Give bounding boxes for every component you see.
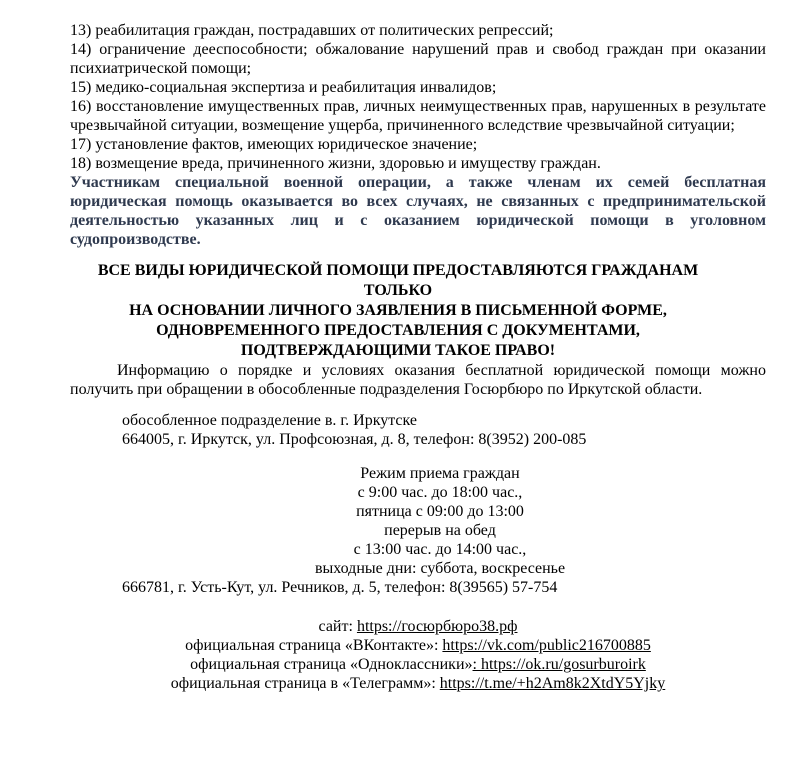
vk-link-row [70,636,766,655]
irkutsk-office-address-line: 664005, г. Иркутск, ул. Профсоюзная, д. 8, телефон: 8(3952) 200-085 [122,431,587,448]
irkutsk-office-address [70,411,766,449]
ustkut-office-address: 666781, г. Усть-Кут, ул. Речников, д. 5, телефон: 8(39565) 57-754 [122,579,558,596]
site-link[interactable]: https://госюрбюро38.рф [356,618,518,635]
notice-line-1: ВСЕ ВИДЫ ЮРИДИЧЕСКОЙ ПОМОЩИ ПРЕДОСТАВЛЯЮТСЯ ГРАЖДАНАМ ТОЛЬКО [97,262,699,299]
official-links [70,617,766,693]
telegram-link[interactable]: https://t.me/+h2Am8k2XtdY5Yjky [439,675,666,692]
list-item-17: 17) установление фактов, имеющих юридическое значение; [70,136,478,153]
list-item-15: 15) медико-социальная экспертиза и реабилитация инвалидов; [70,79,497,96]
site-link-row [70,617,766,636]
ok-link-row [70,655,766,674]
notice-line-2: НА ОСНОВАНИИ ЛИЧНОГО ЗАЯВЛЕНИЯ В ПИСЬМЕННОЙ ФОРМЕ, [129,302,667,319]
vk-link-label: официальная страница «ВКонтакте»: [185,637,443,654]
telegram-link-row [70,674,766,693]
schedule-lunch-hours: с 13:00 час. до 14:00 час., [353,541,527,558]
list-item-14: 14) ограничение дееспособности; обжалование нарушений прав и свобод граждан при оказании психиатрической помощи; [70,41,766,77]
ok-link-label: официальная страница «Одноклассники» [190,656,473,673]
list-item-18: 18) возмещение вреда, причиненного жизни, здоровью и имуществу граждан. [70,155,601,172]
telegram-link-label: официальная страница в «Телеграмм»: [170,675,440,692]
irkutsk-office-title: обособленное подразделение в. г. Иркутске [122,412,417,429]
schedule-days-off: выходные дни: суббота, воскресенье [314,560,566,577]
notice-line-4: ПОДТВЕРЖДАЮЩИМИ ТАКОЕ ПРАВО! [240,342,556,359]
svo-participants-paragraph: Участникам специальной военной операции, а также членам их семей бесплатная юридическая помощь оказывается во всех случаях, не связанных с предпринимательской деятельностью указанных лиц и с оказанием юридической помощи в уголовном судопроизводстве. [70,174,766,248]
list-item-16: 16) восстановление имущественных прав, личных неимущественных прав, нарушенных в результате чрезвычайной ситуации, возмещение ущерба, причиненного вследствие чрезвычайной ситуации; [70,98,766,134]
notice-line-3: ОДНОВРЕМЕННОГО ПРЕДОСТАВЛЕНИЯ С ДОКУМЕНТАМИ, [156,322,640,339]
reception-schedule [70,464,766,578]
written-application-notice [70,261,766,361]
schedule-friday: пятница с 09:00 до 13:00 [356,503,524,520]
site-link-label: сайт: [318,618,357,635]
list-item-13: 13) реабилитация граждан, пострадавших от политических репрессий; [70,22,554,39]
legal-aid-case-list [70,21,766,173]
info-how-to-get-help-paragraph: Информацию о порядке и условиях оказания бесплатной юридической помощи можно получить при обращении в обособленные подразделения Госюрбюро по Иркутской области. [70,362,766,398]
vk-link[interactable]: https://vk.com/public216700885 [442,637,651,654]
schedule-hours: с 9:00 час. до 18:00 час., [357,484,523,501]
ok-link[interactable]: : https://ok.ru/gosurburoirk [472,656,646,673]
schedule-title: Режим приема граждан [360,465,520,482]
schedule-lunch-label: перерыв на обед [384,522,496,539]
